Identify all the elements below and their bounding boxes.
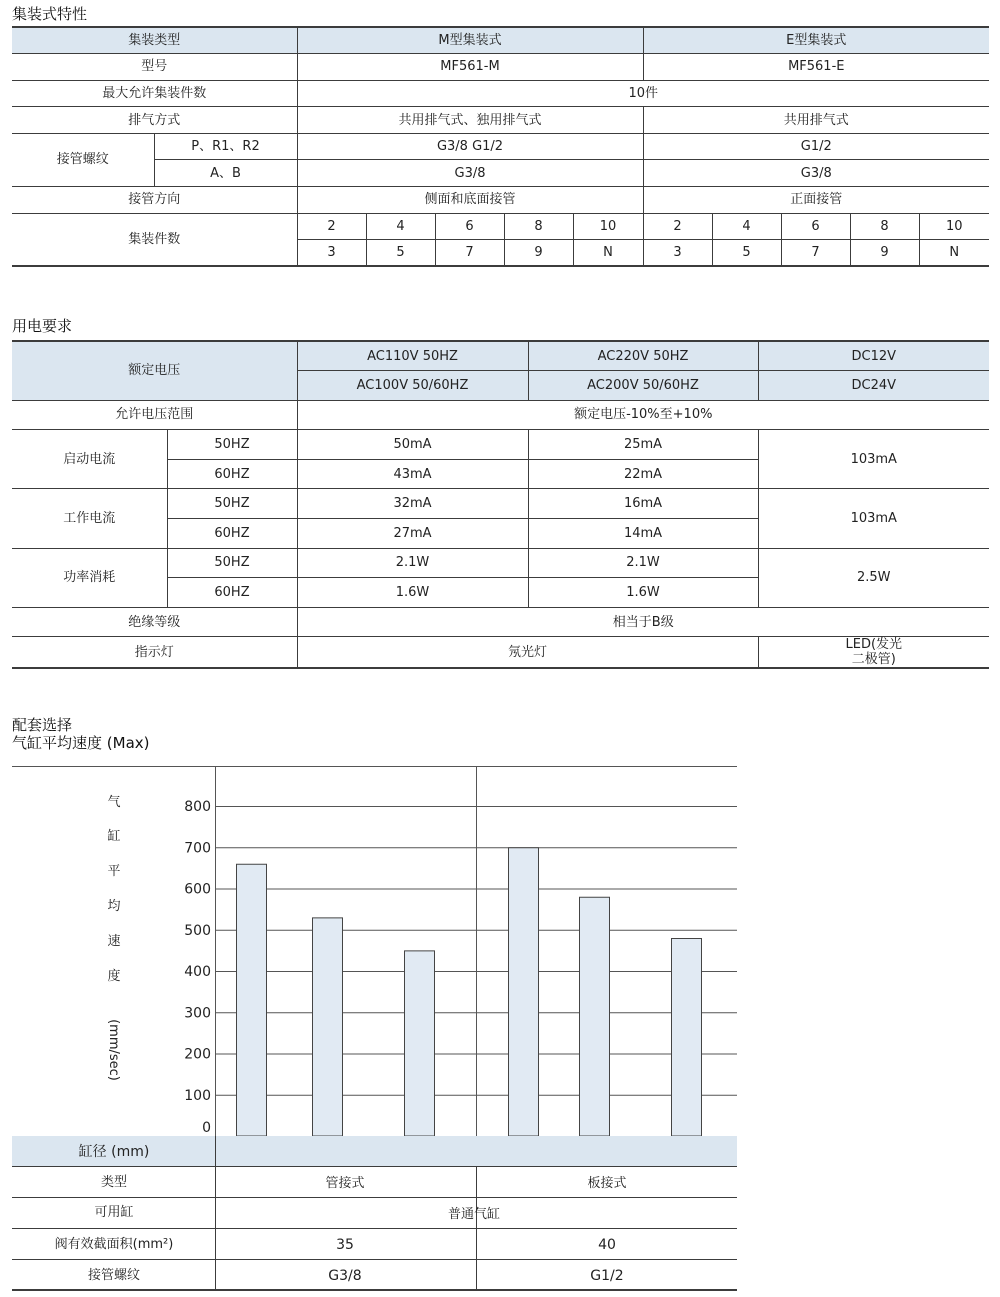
row-label: 接管螺纹 [12, 133, 154, 186]
table-cell: 32mA [297, 489, 528, 519]
sub-label: 60HZ [167, 459, 297, 489]
sub-label: A、B [154, 160, 297, 187]
table-cell: 侧面和底面接管 [297, 187, 643, 214]
header-cell: AC200V 50/60HZ [528, 371, 758, 401]
y-tick-label: 200 [184, 1046, 211, 1063]
table-cell: G3/8 [643, 160, 989, 187]
sub-label: 50HZ [167, 489, 297, 519]
area-pipe: 35 [336, 1237, 354, 1253]
count-cell: 5 [712, 240, 781, 267]
table-cell: 14mA [528, 519, 758, 549]
row-label: 最大允许集装件数 [12, 80, 297, 107]
count-cell: N [919, 240, 989, 267]
header-cell: AC110V 50HZ [297, 341, 528, 371]
count-cell: 10 [919, 213, 989, 240]
bar [313, 918, 343, 1136]
table-cell: 2.1W [297, 548, 528, 578]
bar [237, 864, 267, 1136]
row-label: 工作电流 [12, 489, 167, 548]
y-tick-label: 500 [184, 922, 211, 939]
table-cell: 额定电压-10%至+10% [297, 400, 989, 430]
table-cell: G1/2 [643, 133, 989, 160]
bar [580, 897, 610, 1136]
cyl-value: 普通气缸 [447, 1207, 501, 1222]
y-tick-label: 800 [184, 799, 211, 815]
header-cell: AC100V 50/60HZ [297, 371, 528, 401]
ylabel-char: 缸 [107, 829, 121, 844]
table-cell: MF561-M [297, 54, 643, 81]
row-label: 指示灯 [12, 637, 297, 669]
ylabel-char: 度 [107, 969, 121, 984]
table-cell: 共用排气式、独用排气式 [297, 107, 643, 134]
bar [405, 951, 435, 1136]
type-plate: 板接式 [587, 1176, 627, 1191]
count-cell: 6 [781, 213, 850, 240]
table-cell: 正面接管 [643, 187, 989, 214]
count-cell: 2 [297, 213, 366, 240]
sub-label: 50HZ [167, 430, 297, 460]
bore-label: 缸径 (mm) [78, 1144, 150, 1160]
row-label: 额定电压 [12, 341, 297, 400]
bar [672, 939, 702, 1137]
count-cell: 3 [643, 240, 712, 267]
row-label: 排气方式 [12, 107, 297, 134]
y-tick-label: 400 [184, 964, 211, 980]
sub-label: 50HZ [167, 548, 297, 578]
bar [509, 848, 539, 1136]
count-cell: 2 [643, 213, 712, 240]
sub-label: P、R1、R2 [154, 133, 297, 160]
row-label: 启动电流 [12, 430, 167, 489]
count-cell: 4 [366, 213, 435, 240]
table-cell: 103mA [758, 430, 989, 489]
table-cell: 103mA [758, 489, 989, 548]
table-cell: 1.6W [528, 578, 758, 608]
count-cell: 8 [504, 213, 573, 240]
count-cell: 9 [850, 240, 919, 267]
y-tick-label: 0 [202, 1120, 211, 1136]
table-cell: 43mA [297, 459, 528, 489]
area-plate: 40 [598, 1237, 616, 1253]
y-tick-label: 300 [184, 1005, 211, 1022]
row-label: 功率消耗 [12, 548, 167, 607]
indicator-led-line1: LED(发光 [845, 637, 903, 653]
header-cell: E型集装式 [643, 27, 989, 54]
count-cell: 5 [366, 240, 435, 267]
type-pipe: 管接式 [325, 1176, 365, 1191]
count-cell: 6 [435, 213, 504, 240]
count-cell: N [573, 240, 643, 267]
indicator-led-line2: 二极管) [851, 652, 896, 668]
table-cell: 相当于B级 [297, 607, 989, 637]
chart-subtitle: 气缸平均速度 (Max) [12, 734, 150, 752]
section-title-assembly: 集装式特性 [12, 5, 88, 23]
ylabel-char: 平 [107, 864, 121, 879]
table-cell: 共用排气式 [643, 107, 989, 134]
row-label: 集装件数 [12, 213, 297, 266]
section-title-selection: 配套选择 [12, 716, 73, 734]
table-cell: MF561-E [643, 54, 989, 81]
header-cell: 集装类型 [12, 27, 297, 54]
table-cell: G3/8 G1/2 [297, 133, 643, 160]
header-cell: DC24V [758, 371, 989, 401]
count-cell: 3 [297, 240, 366, 267]
count-cell: 9 [504, 240, 573, 267]
table-cell: 氖光灯 [297, 637, 758, 669]
table-cell: 27mA [297, 519, 528, 549]
thread-plate: G1/2 [590, 1268, 624, 1284]
header-cell: M型集装式 [297, 27, 643, 54]
table-cell: 10件 [297, 80, 989, 107]
row-label: 接管方向 [12, 187, 297, 214]
count-cell: 8 [850, 213, 919, 240]
ylabel-char: 气 [107, 795, 121, 810]
y-tick-label: 600 [184, 881, 211, 898]
ylabel-char: 速 [107, 934, 121, 949]
count-cell: 10 [573, 213, 643, 240]
count-cell: 7 [781, 240, 850, 267]
cyl-label: 可用缸 [94, 1205, 134, 1220]
type-label: 类型 [100, 1175, 128, 1190]
table-cell: 2.5W [758, 548, 989, 607]
count-cell: 7 [435, 240, 504, 267]
table-cell: 25mA [528, 430, 758, 460]
table-cell: 22mA [528, 459, 758, 489]
thread-pipe: G3/8 [328, 1268, 362, 1284]
ylabel-char: 均 [107, 899, 121, 914]
row-label: 绝缘等级 [12, 607, 297, 637]
header-cell: DC12V [758, 341, 989, 371]
table-cell: 2.1W [528, 548, 758, 578]
y-tick-label: 700 [184, 840, 211, 857]
row-label: 型号 [12, 54, 297, 81]
y-tick-label: 100 [184, 1087, 211, 1104]
header-cell: AC220V 50HZ [528, 341, 758, 371]
table-cell: G3/8 [297, 160, 643, 187]
thread-label: 接管螺纹 [87, 1268, 141, 1283]
table-cell: 1.6W [297, 578, 528, 608]
count-cell: 4 [712, 213, 781, 240]
area-label: 阀有效截面积(mm²) [54, 1237, 174, 1252]
row-label: 允许电压范围 [12, 400, 297, 430]
table-cell: 50mA [297, 430, 528, 460]
section-title-power: 用电要求 [12, 317, 73, 335]
ylabel-unit: (mm/sec) [106, 1019, 121, 1081]
sub-label: 60HZ [167, 519, 297, 549]
sub-label: 60HZ [167, 578, 297, 608]
table-cell: 16mA [528, 489, 758, 519]
